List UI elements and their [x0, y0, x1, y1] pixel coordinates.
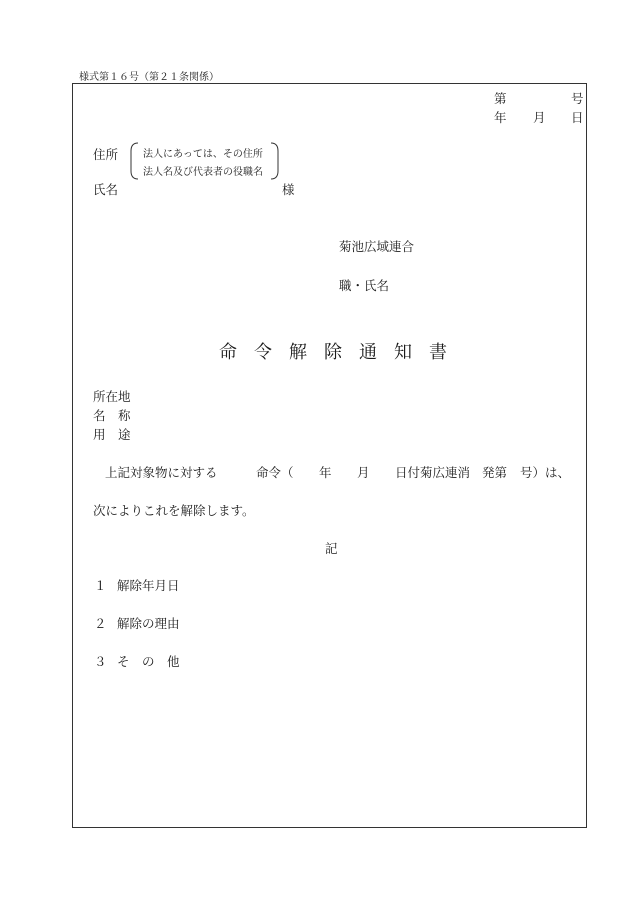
doc-number-dai: 第 [494, 91, 507, 106]
date-year: 年 [494, 110, 507, 125]
doc-number-go: 号 [571, 91, 584, 106]
name-label: 氏名 [93, 182, 119, 197]
body-text-month: 月 [357, 465, 370, 480]
form-frame [72, 83, 587, 828]
left-bracket [128, 141, 140, 181]
corp-note-line2: 法人名及び代表者の役職名 [143, 167, 263, 178]
property-use-label: 用 途 [93, 427, 131, 442]
right-bracket [269, 141, 281, 181]
issuer-title-name: 職・氏名 [339, 278, 390, 293]
item-number: １ [94, 578, 107, 593]
title-char: 除 [324, 342, 342, 363]
body-text-dai: 発第 [482, 465, 508, 480]
item-number: ２ [94, 616, 107, 631]
body-text-b: 命令（ [256, 465, 294, 480]
issuer-org: 菊池広域連合 [339, 239, 415, 254]
date-month: 月 [533, 110, 546, 125]
title-char: 知 [394, 342, 412, 363]
item-label-other: そ の 他 [117, 654, 180, 669]
address-label: 住所 [93, 147, 119, 162]
document-title [219, 338, 447, 364]
body-text-year: 年 [319, 465, 332, 480]
title-char: 書 [429, 342, 447, 363]
body-text-a: 上記対象物に対する [105, 465, 218, 480]
honorific: 様 [282, 182, 295, 197]
body-text-go: 号）は、 [520, 465, 571, 480]
title-char: 令 [254, 342, 272, 363]
title-char: 通 [359, 342, 377, 363]
item-number: ３ [94, 654, 107, 669]
body-text-line2: 次によりこれを解除します。 [93, 503, 255, 518]
item-label-date: 解除年月日 [117, 578, 180, 593]
title-char: 解 [289, 342, 307, 363]
property-name-label: 名 称 [93, 408, 131, 423]
property-location-label: 所在地 [93, 389, 131, 404]
form-label: 様式第１６号（第２１条関係） [79, 72, 219, 83]
body-text-dated: 日付菊広連消 [395, 465, 471, 480]
corp-note-line1: 法人にあっては、その住所 [143, 149, 263, 160]
ki-heading: 記 [325, 541, 338, 556]
title-char: 命 [219, 342, 237, 363]
date-day: 日 [571, 110, 584, 125]
item-label-reason: 解除の理由 [117, 616, 180, 631]
